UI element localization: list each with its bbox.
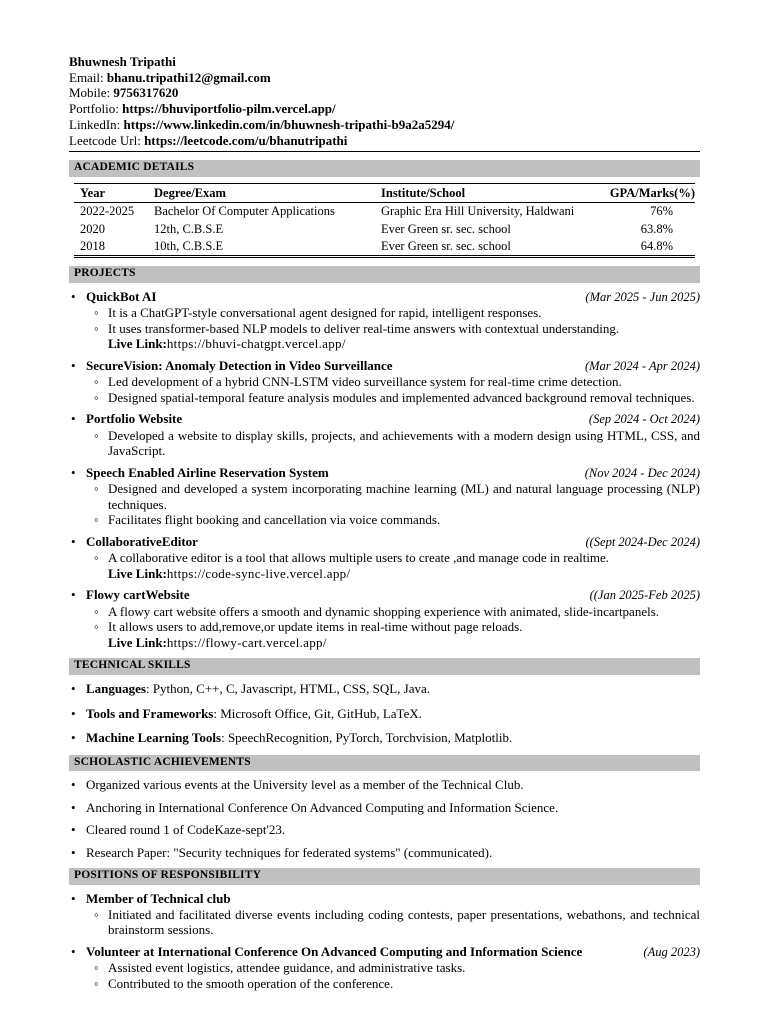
mobile-line <box>69 85 700 101</box>
position-date: (Aug 2023) <box>643 944 700 959</box>
project-item <box>69 358 700 406</box>
project-date: (Nov 2024 - Dec 2024) <box>584 465 700 480</box>
position-bullet <box>86 976 700 992</box>
cell-institute: Ever Green sr. sec. school <box>381 221 511 236</box>
section-title: ACADEMIC DETAILS <box>74 161 195 174</box>
live-link-line <box>108 635 700 651</box>
bullet-text: Designed and developed a system incorporating machine learning (ML) and natural language processing (NLP) techniques. <box>108 481 700 512</box>
academic-header-row <box>74 184 695 203</box>
linkedin-label: LinkedIn: <box>69 116 124 132</box>
project-name: • SecureVision: Anomaly Detection in Video Surveillance <box>86 357 393 373</box>
section-title: TECHNICAL SKILLS <box>74 659 191 672</box>
project-head <box>86 587 700 604</box>
skill-label: Tools and Frameworks <box>86 705 214 721</box>
live-link-line <box>108 336 700 352</box>
project-date: ((Jan 2025-Feb 2025) <box>589 588 700 603</box>
achievement-item <box>69 845 700 861</box>
project-item <box>69 289 700 352</box>
live-link-line <box>108 566 700 582</box>
project-date: (Mar 2025 - Jun 2025) <box>585 289 700 304</box>
mobile-label: Mobile: <box>69 85 114 101</box>
skills-list <box>69 681 700 746</box>
live-link-url[interactable]: https://code-sync-live.vercel.app/ <box>166 565 351 581</box>
section-title: SCHOLASTIC ACHIEVEMENTS <box>74 755 251 768</box>
achievement-text: Organized various events at the University level as a member of the Technical Club. <box>86 777 524 793</box>
project-bullets <box>86 481 700 528</box>
project-item <box>69 534 700 582</box>
section-header-achievements <box>69 755 700 772</box>
section-title: PROJECTS <box>74 267 136 280</box>
project-name: • Speech Enabled Airline Reservation System <box>86 464 329 480</box>
position-bullet <box>86 907 700 938</box>
project-bullet <box>86 374 700 390</box>
position-bullet <box>86 960 700 976</box>
project-bullets <box>86 604 700 651</box>
portfolio-url[interactable]: https://bhuviportfolio-pilm.vercel.app/ <box>122 101 336 117</box>
table-row <box>74 238 695 257</box>
skill-value: : Microsoft Office, Git, GitHub, LaTeX. <box>213 705 422 721</box>
bullet-text: Facilitates flight booking and cancellation via voice commands. <box>108 512 441 528</box>
project-date: (Mar 2024 - Apr 2024) <box>584 358 700 373</box>
bullet-text: It allows users to add,remove,or update items in real-time without page reloads. <box>108 619 523 635</box>
person-name: Bhuwnesh Tripathi <box>69 54 176 69</box>
live-link-label: Live Link: <box>108 336 167 352</box>
col-degree: Degree/Exam <box>154 185 226 200</box>
leetcode-line <box>69 133 700 149</box>
project-item <box>69 465 700 528</box>
project-bullet <box>86 481 700 512</box>
skill-value: : Python, C++, C, Javascript, HTML, CSS, SQL, Java. <box>145 681 431 697</box>
linkedin-line <box>69 117 700 133</box>
positions-list <box>69 891 700 991</box>
project-head <box>86 358 700 375</box>
achievement-text: Cleared round 1 of CodeKaze-sept'23. <box>86 822 286 838</box>
position-name: • Volunteer at International Conference On Advanced Computing and Information Science <box>86 943 583 959</box>
portfolio-label: Portfolio: <box>69 101 123 117</box>
section-header-projects <box>69 266 700 283</box>
skill-label: Machine Learning Tools <box>86 730 222 746</box>
project-bullet <box>86 390 700 406</box>
live-link-label: Live Link: <box>108 565 167 581</box>
section-skills <box>69 658 700 745</box>
project-bullet <box>86 321 700 352</box>
cell-gpa: 76% <box>650 204 673 219</box>
live-link-label: Live Link: <box>108 634 167 650</box>
leetcode-url[interactable]: https://leetcode.com/u/bhanutripathi <box>144 132 348 148</box>
email-value[interactable]: bhanu.tripathi12@gmail.com <box>106 69 271 85</box>
project-bullet <box>86 305 700 321</box>
projects-list <box>69 289 700 651</box>
project-date: ((Sept 2024-Dec 2024) <box>585 534 700 549</box>
skill-value: : SpeechRecognition, PyTorch, Torchvision, Matplotlib. <box>221 730 513 746</box>
skill-label: Languages <box>86 681 146 697</box>
skill-item <box>69 681 700 697</box>
email-line <box>69 70 700 86</box>
project-head <box>86 289 700 306</box>
position-bullets <box>86 960 700 991</box>
achievement-item <box>69 777 700 793</box>
section-projects <box>69 266 700 650</box>
bullet-text: Developed a website to display skills, projects, and achievements with a modern design using HTML, CSS, and JavaScript. <box>108 427 700 459</box>
academic-table <box>74 183 695 258</box>
position-item <box>69 891 700 938</box>
bullet-text: Contributed to the smooth operation of the conference. <box>108 975 394 991</box>
email-label: Email: <box>69 69 107 85</box>
table-row <box>74 202 695 220</box>
project-head <box>86 411 700 428</box>
cell-institute: Graphic Era Hill University, Haldwani <box>381 204 575 219</box>
project-bullets <box>86 428 700 459</box>
project-bullet <box>86 604 700 620</box>
achievement-item <box>69 822 700 838</box>
table-row <box>74 220 695 238</box>
leetcode-label: Leetcode Url: <box>69 132 145 148</box>
header-divider <box>69 151 700 152</box>
col-gpa: GPA/Marks(%) <box>609 185 695 200</box>
mobile-value: 9756317620 <box>113 85 179 101</box>
section-positions <box>69 868 700 991</box>
cell-degree: 12th, C.B.S.E <box>154 221 224 236</box>
bullet-text: A flowy cart website offers a smooth and dynamic shopping experience with animated, slide-incartpanels. <box>108 603 660 619</box>
cell-gpa: 63.8% <box>640 221 673 236</box>
project-bullets <box>86 374 700 405</box>
section-academic <box>69 160 700 258</box>
project-name: • Portfolio Website <box>86 411 183 427</box>
project-bullet <box>86 428 700 459</box>
bullet-text: It is a ChatGPT-style conversational agent designed for rapid, intelligent responses. <box>108 305 542 321</box>
project-head <box>86 534 700 551</box>
portfolio-line <box>69 101 700 117</box>
section-header-academic <box>69 160 700 177</box>
bullet-text: Initiated and facilitated diverse events including coding contests, paper presentations, webathons, and technical brainstorm sessions. <box>108 906 700 938</box>
project-bullets <box>86 305 700 352</box>
live-link-url[interactable]: https://flowy-cart.vercel.app/ <box>166 634 327 650</box>
project-name: • Flowy cartWebsite <box>86 587 190 603</box>
live-link-url[interactable]: https://bhuvi-chatgpt.vercel.app/ <box>166 336 346 352</box>
cell-institute: Ever Green sr. sec. school <box>381 239 511 254</box>
project-item <box>69 411 700 459</box>
contact-header <box>69 54 700 152</box>
cell-year: 2022-2025 <box>80 204 135 219</box>
achievement-text: Anchoring in International Conference On Advanced Computing and Information Science. <box>86 799 559 815</box>
project-item <box>69 587 700 650</box>
section-header-skills <box>69 658 700 675</box>
project-name: • CollaborativeEditor <box>86 533 198 549</box>
cell-degree: 10th, C.B.S.E <box>154 239 224 254</box>
cell-gpa: 64.8% <box>640 239 673 254</box>
section-title: POSITIONS OF RESPONSIBILITY <box>74 869 262 882</box>
cell-year: 2020 <box>80 221 105 236</box>
bullet-text: It uses transformer-based NLP models to deliver real-time answers with contextual understanding. <box>108 320 620 336</box>
bullet-text: Led development of a hybrid CNN-LSTM video surveillance system for real-time crime detection. <box>108 374 622 390</box>
col-institute: Institute/School <box>381 185 466 200</box>
project-date: (Sep 2024 - Oct 2024) <box>588 412 700 427</box>
project-bullet <box>86 512 700 528</box>
achievement-text: Research Paper: "Security techniques for federated systems" (communicated). <box>86 844 493 860</box>
achievements-list <box>69 777 700 860</box>
col-year: Year <box>80 185 105 200</box>
achievement-item <box>69 800 700 816</box>
position-item <box>69 944 700 992</box>
project-name: • QuickBot AI <box>86 288 157 304</box>
project-bullets <box>86 550 700 581</box>
bullet-text: Assisted event logistics, attendee guidance, and administrative tasks. <box>108 960 466 976</box>
cell-degree: Bachelor Of Computer Applications <box>154 204 335 219</box>
position-name: • Member of Technical club <box>86 891 231 907</box>
section-header-positions <box>69 868 700 885</box>
skill-item <box>69 706 700 722</box>
section-achievements <box>69 755 700 861</box>
position-head <box>86 944 700 961</box>
project-head <box>86 465 700 482</box>
position-bullets <box>86 907 700 938</box>
bullet-text: A collaborative editor is a tool that allows multiple users to create ,and manage code in realtime. <box>108 550 610 566</box>
position-head <box>86 891 700 907</box>
cell-year: 2018 <box>80 239 105 254</box>
project-bullet <box>86 619 700 650</box>
linkedin-url[interactable]: https://www.linkedin.com/in/bhuwnesh-tripathi-b9a2a5294/ <box>123 116 455 132</box>
bullet-text: Designed spatial-temporal feature analysis modules and implemented advanced background removal techniques. <box>108 389 695 405</box>
project-bullet <box>86 550 700 581</box>
skill-item <box>69 730 700 746</box>
